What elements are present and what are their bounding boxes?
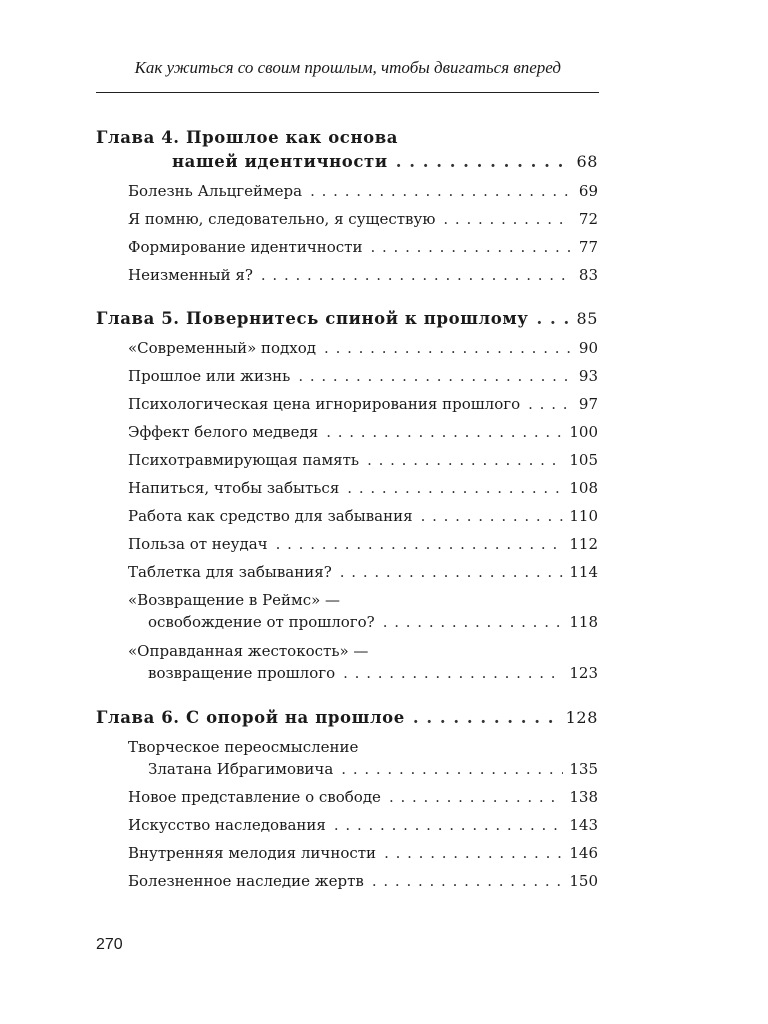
toc-entry-page: 143	[569, 816, 598, 834]
toc-entry-page: 100	[569, 423, 598, 441]
toc-entry[interactable]	[96, 395, 598, 413]
leader-dots	[276, 535, 564, 553]
toc-entry[interactable]	[96, 423, 598, 441]
leader-dots	[383, 613, 564, 631]
toc-entry-title: Неизменный я?	[128, 266, 253, 284]
toc-entry-title: Новое представление о свободе	[128, 788, 381, 806]
toc-entry[interactable]	[96, 451, 598, 469]
leader-dots	[341, 760, 563, 778]
leader-dots	[396, 153, 570, 171]
toc-entry[interactable]	[96, 872, 598, 890]
leader-dots	[298, 367, 570, 385]
toc-entry[interactable]	[96, 816, 598, 834]
leader-dots	[310, 182, 570, 200]
leader-dots	[389, 788, 563, 806]
toc-entry[interactable]	[96, 238, 598, 256]
toc-entry[interactable]	[96, 210, 598, 228]
leader-dots	[340, 563, 564, 581]
chapter-6-page: 128	[565, 708, 598, 727]
toc-entry[interactable]	[96, 760, 598, 778]
toc-entry-page: 138	[569, 788, 598, 806]
toc-entry[interactable]	[96, 563, 598, 581]
leader-dots	[324, 339, 570, 357]
toc-entry-title: Психотравмирующая память	[128, 451, 360, 469]
running-header: Как ужиться со своим прошлым, чтобы двигаться вперед	[134, 58, 561, 77]
toc-entry-page: 123	[569, 664, 598, 682]
toc-entry-title: Болезненное наследие жертв	[128, 872, 364, 890]
header-rule	[96, 92, 599, 93]
leader-dots	[261, 266, 570, 284]
toc-entry-page: 135	[569, 760, 598, 778]
toc-entry-title: Внутренняя мелодия личности	[128, 844, 377, 862]
leader-dots	[421, 507, 564, 525]
toc-entry-page: 93	[578, 367, 598, 385]
toc-entry-title: «Современный» подход	[128, 339, 317, 357]
toc-entry[interactable]	[96, 535, 598, 553]
toc-entry-title: Болезнь Альцгеймера	[128, 182, 303, 200]
leader-dots	[370, 238, 570, 256]
chapter-6-title: Глава 6. С опорой на прошлое	[96, 708, 405, 727]
leader-dots	[343, 664, 563, 682]
toc-entry[interactable]	[96, 182, 598, 200]
leader-dots	[372, 872, 564, 890]
toc-entry-title: Прошлое или жизнь	[128, 367, 291, 385]
leader-dots	[367, 451, 563, 469]
page-number: 270	[96, 936, 123, 953]
chapter-4-page: 68	[576, 152, 598, 171]
chapter-4-title-line2: нашей идентичности	[172, 152, 388, 171]
toc-entry-title: Я помню, следовательно, я существую	[128, 210, 436, 228]
leader-dots	[443, 210, 570, 228]
toc-entry[interactable]	[96, 788, 598, 806]
toc-entry-page: 90	[578, 339, 598, 357]
leader-dots	[334, 816, 563, 834]
leader-dots	[528, 395, 570, 413]
toc-entry[interactable]	[96, 266, 598, 284]
toc-entry-page: 72	[578, 210, 598, 228]
toc-entry[interactable]	[96, 339, 598, 357]
toc-entry-title-line2: освобождение от прошлого?	[148, 613, 375, 631]
chapter-4-title-line1: Глава 4. Прошлое как основа	[96, 128, 399, 147]
toc-entry-page: 150	[569, 872, 598, 890]
toc-entry-page: 83	[578, 266, 598, 284]
toc-entry[interactable]	[96, 664, 598, 682]
leader-dots	[347, 479, 563, 497]
toc-entry-page: 105	[569, 451, 598, 469]
toc-entry-page: 97	[578, 395, 598, 413]
toc-entry-title: Работа как средство для забывания	[128, 507, 413, 525]
toc-entry-title: Польза от неудач	[128, 535, 268, 553]
toc-entry-page: 77	[578, 238, 598, 256]
toc-entry-title: Эффект белого медведя	[128, 423, 319, 441]
toc-entry[interactable]	[96, 367, 598, 385]
chapter-4-entry[interactable]	[96, 153, 598, 171]
chapter-5-page: 85	[576, 309, 598, 328]
toc-entry[interactable]	[96, 844, 598, 862]
toc-entry[interactable]	[96, 479, 598, 497]
toc-entry-title: Формирование идентичности	[128, 238, 363, 256]
leader-dots	[536, 310, 570, 328]
toc-entry-title: Напиться, чтобы забыться	[128, 479, 340, 497]
toc-entry-title: Таблетка для забывания?	[128, 563, 332, 581]
leader-dots	[384, 844, 563, 862]
toc-entry-page: 108	[569, 479, 598, 497]
toc-entry-page: 69	[578, 182, 598, 200]
chapter-5-title: Глава 5. Повернитесь спиной к прошлому	[96, 309, 529, 328]
toc-entry-page: 112	[569, 535, 598, 553]
chapter-6-entry[interactable]	[96, 709, 598, 727]
chapter-5-entry[interactable]	[96, 310, 598, 328]
toc-entry[interactable]	[96, 613, 598, 631]
toc-entry-page: 118	[569, 613, 598, 631]
toc-entry-title-line2: возвращение прошлого	[148, 664, 336, 682]
toc-entry-title-line1: «Оправданная жестокость» —	[128, 642, 369, 660]
toc-entry-title-line1: «Возвращение в Реймс» —	[128, 591, 341, 609]
toc-entry-title-line1: Творческое переосмысление	[128, 738, 359, 756]
leader-dots	[326, 423, 563, 441]
toc-entry-page: 114	[569, 563, 598, 581]
toc-entry-page: 146	[569, 844, 598, 862]
toc-entry-title: Искусство наследования	[128, 816, 326, 834]
toc-entry[interactable]	[96, 507, 598, 525]
toc-entry-title-line2: Златана Ибрагимовича	[148, 760, 334, 778]
toc-entry-page: 110	[569, 507, 598, 525]
leader-dots	[413, 709, 560, 727]
toc-entry-title: Психологическая цена игнорирования прошлого	[128, 395, 521, 413]
